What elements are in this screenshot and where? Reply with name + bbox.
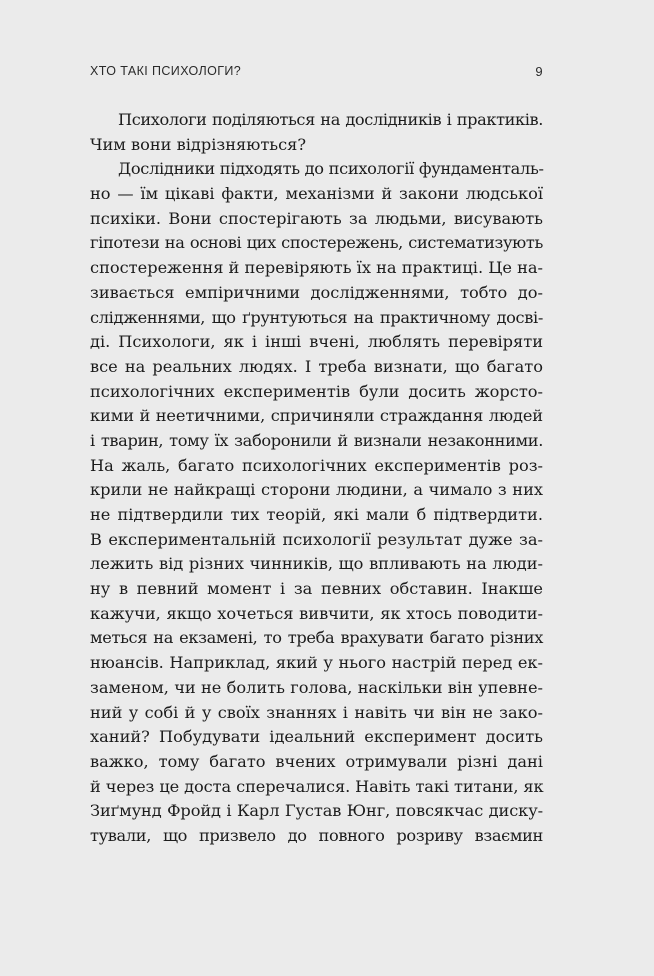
text-line: ді. Психологи, як і інші вчені, люблять перевіряти xyxy=(90,332,543,352)
text-line: лежить від різних чинників, що впливають на люди- xyxy=(90,554,543,574)
text-line: тували, що призвело до повного розриву взаємин xyxy=(90,825,543,845)
text-line: нюансів. Наприклад, який у нього настрій перед ек- xyxy=(90,653,543,673)
text-line: й через це доста сперечалися. Навіть такі титани, як xyxy=(90,776,544,796)
text-line: гіпотези на основі цих спостережень, систематизують xyxy=(90,233,543,253)
running-head xyxy=(90,64,543,84)
text-line: но — їм цікаві факти, механізми й закони людської xyxy=(90,184,543,204)
text-line: меться на екзамені, то треба врахувати багато різних xyxy=(90,628,543,648)
text-line: Чим вони відрізняються? xyxy=(90,134,307,154)
text-line: і тварин, тому їх заборонили й визнали незаконними. xyxy=(90,430,543,450)
text-line: зивається емпіричними дослідженнями, тобто до- xyxy=(90,282,543,302)
text-line: Дослідники підходять до психології фундаменталь- xyxy=(118,159,544,179)
text-line: психіки. Вони спостерігають за людьми, висувають xyxy=(90,208,543,228)
text-line: спостереження й перевіряють їх на практиці. Це на- xyxy=(90,258,543,278)
text-line: Зиґмунд Фройд і Карл Густав Юнг, повсякчас диску- xyxy=(90,801,543,821)
body-text xyxy=(90,108,543,849)
page-number: 9 xyxy=(535,64,543,79)
text-line: психологічних експериментів були досить жорсто- xyxy=(90,381,543,401)
text-line: Психологи поділяються на дослідників і практиків. xyxy=(118,110,543,129)
text-line: заменом, чи не болить голова, наскільки він упевне- xyxy=(90,677,543,697)
text-line: ханий? Побудувати ідеальний експеримент досить xyxy=(90,727,543,747)
text-line: слідженнями, що ґрунтуються на практичному досві- xyxy=(90,307,543,327)
text-line: На жаль, багато психологічних експериментів роз- xyxy=(90,455,543,475)
text-line: не підтвердили тих теорій, які мали б підтвердити. xyxy=(90,505,543,524)
text-line: ний у собі й у своїх знаннях і навіть чи він не зако- xyxy=(90,702,543,722)
text-line: кажучи, якщо хочеться вивчити, як хтось поводити- xyxy=(90,603,543,623)
text-line: В експериментальній психології результат дуже за- xyxy=(90,529,543,549)
text-line: важко, тому багато вчених отримували різні дані xyxy=(90,751,543,771)
text-line: кими й неетичними, спричиняли страждання людей xyxy=(90,406,543,426)
text-line: крили не найкращі сторони людини, а чимало з них xyxy=(90,480,543,500)
chapter-title: ХТО ТАКІ ПСИХОЛОГИ? xyxy=(90,64,242,78)
text-line: все на реальних людях. І треба визнати, що багато xyxy=(90,356,543,376)
text-line: ну в певний момент і за певних обставин. Інакше xyxy=(90,579,543,599)
